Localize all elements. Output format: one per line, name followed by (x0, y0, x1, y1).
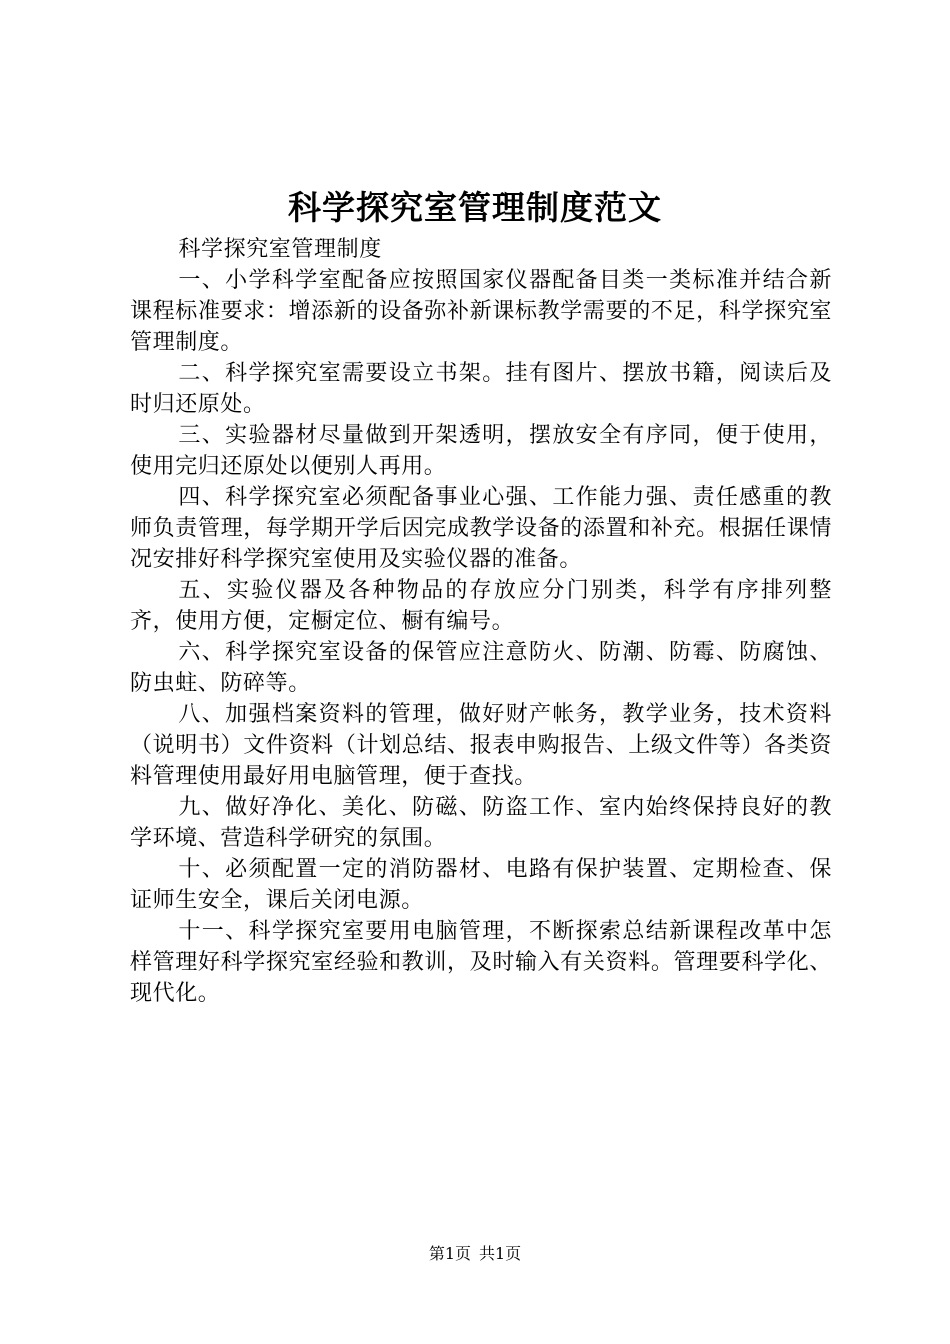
paragraph-item-5: 五、实验仪器及各种物品的存放应分门别类，科学有序排列整齐，使用方便，定橱定位、橱有编号。 (130, 578, 832, 634)
document-title: 科学探究室管理制度范文 (288, 188, 662, 227)
paragraph-item-10: 十、必须配置一定的消防器材、电路有保护装置、定期检查、保证师生安全，课后关闭电源。 (130, 857, 832, 913)
paragraph-item-2: 二、科学探究室需要设立书架。挂有图片、摆放书籍，阅读后及时归还原处。 (130, 361, 832, 417)
paragraph-item-8: 八、加强档案资料的管理，做好财产帐务，教学业务，技术资料（说明书）文件资料（计划总结、报表申购报告、上级文件等）各类资料管理使用最好用电脑管理，便于查找。 (130, 702, 832, 789)
page-footer (0, 1242, 950, 1266)
paragraph-heading: 科学探究室管理制度 (178, 237, 382, 262)
paragraph-item-1: 一、小学科学室配备应按照国家仪器配备目类一类标准并结合新课程标准要求：增添新的设备弥补新课标教学需要的不足，科学探究室管理制度。 (130, 268, 832, 355)
page-number: 第1页 (428, 1244, 471, 1263)
document-body (130, 234, 832, 1009)
page-total: 共1页 (479, 1244, 522, 1263)
paragraph-item-11: 十一、科学探究室要用电脑管理，不断探索总结新课程改革中怎样管理好科学探究室经验和教训，及时输入有关资料。管理要科学化、现代化。 (130, 919, 832, 1006)
paragraph-item-3: 三、实验器材尽量做到开架透明，摆放安全有序同，便于使用，使用完归还原处以便别人再用。 (130, 423, 832, 479)
paragraph-item-6: 六、科学探究室设备的保管应注意防火、防潮、防霉、防腐蚀、防虫蛀、防碎等。 (130, 640, 832, 696)
paragraph-item-4: 四、科学探究室必须配备事业心强、工作能力强、责任感重的教师负责管理，每学期开学后因完成教学设备的添置和补充。根据任课情况安排好科学探究室使用及实验仪器的准备。 (130, 485, 832, 572)
paragraph-item-9: 九、做好净化、美化、防磁、防盗工作、室内始终保持良好的教学环境、营造科学研究的氛围。 (130, 795, 832, 851)
